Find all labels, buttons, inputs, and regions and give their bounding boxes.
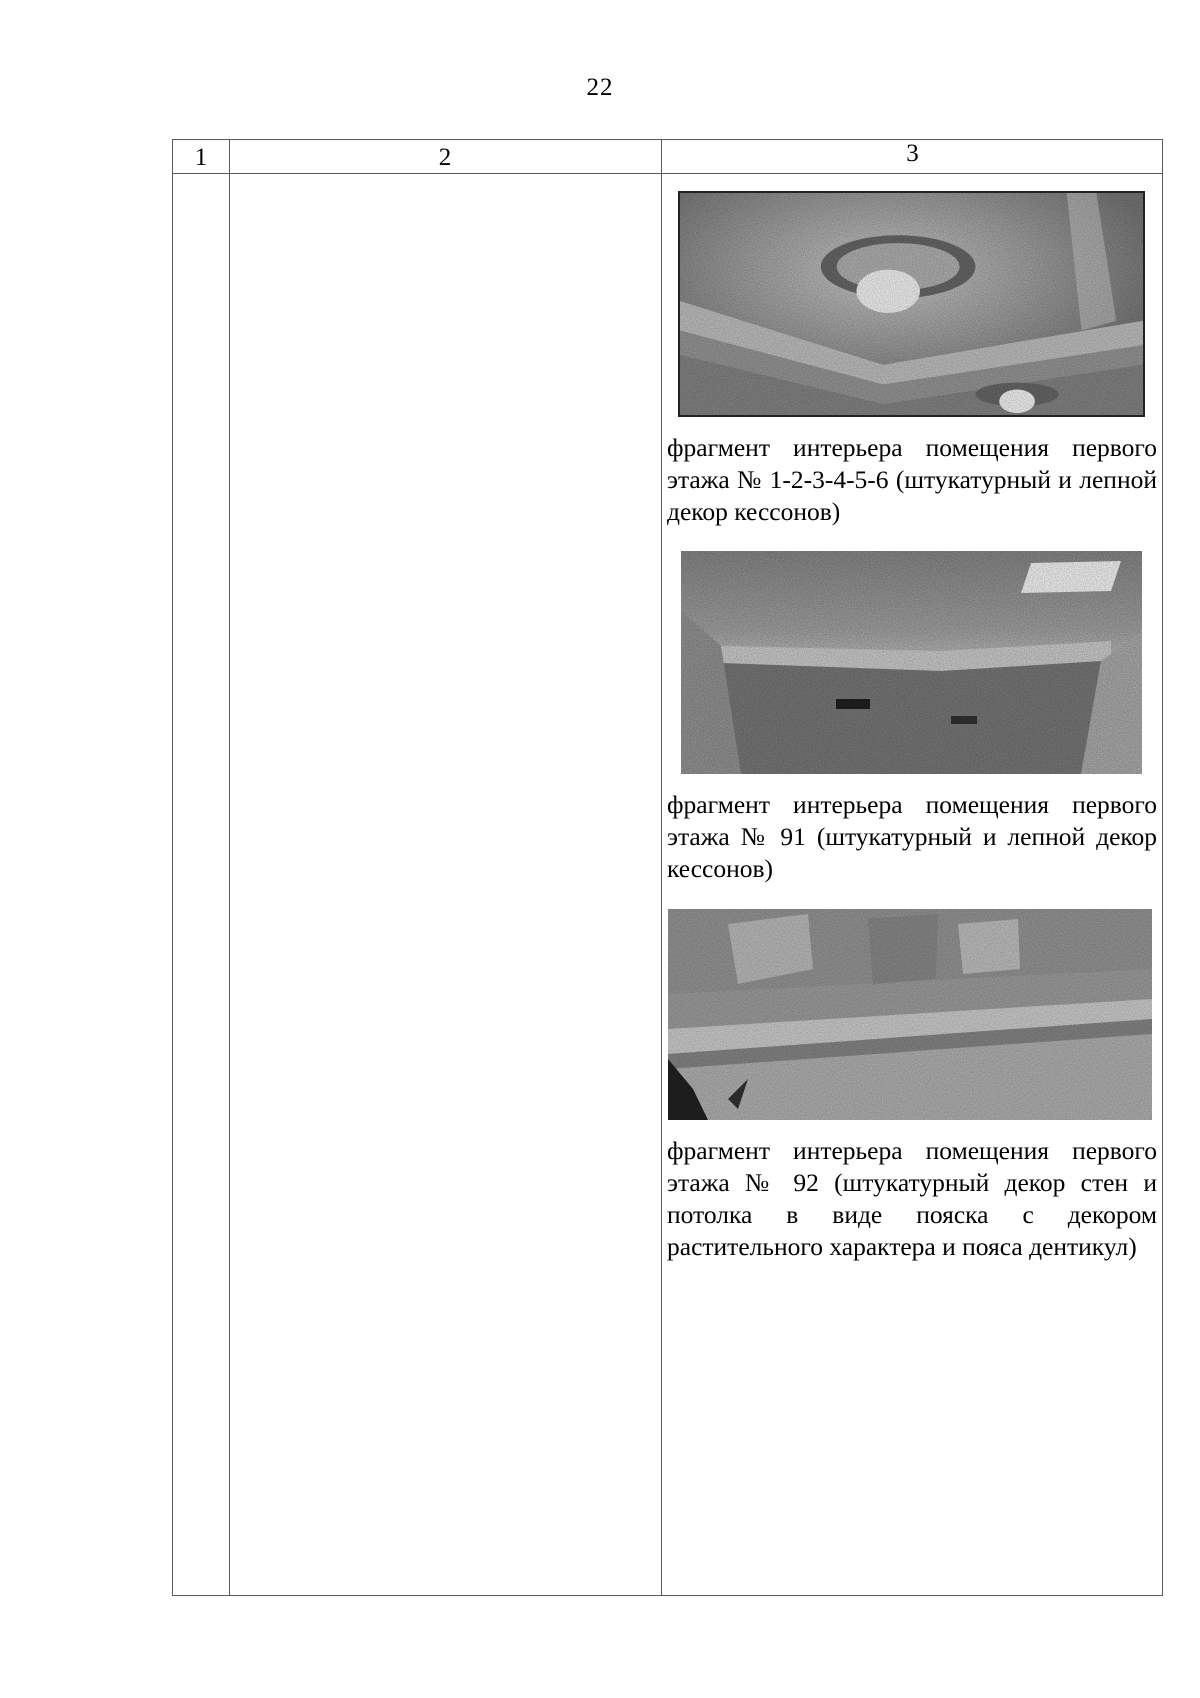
column-header-1: 1 xyxy=(194,144,208,171)
column-divider-1 xyxy=(229,140,230,1595)
interior-photo-3 xyxy=(668,909,1152,1120)
interior-photo-1 xyxy=(678,191,1145,417)
photo-caption-2: фрагмент интерьера помещения первого этажа № 91 (штукатурный и лепной декор кессонов) xyxy=(667,790,1157,883)
column-divider-2 xyxy=(661,140,662,1595)
column-header-3: 3 xyxy=(906,140,919,167)
ceiling-coffer-lamp-icon xyxy=(680,193,1143,415)
column-header-2: 2 xyxy=(438,144,452,171)
ceiling-cornice-icon xyxy=(668,909,1152,1120)
interior-photo-2 xyxy=(681,551,1142,774)
photo-caption-1: фрагмент интерьера помещения первого этажа № 1-2-3-4-5-6 (штукатурный и лепной декор кессонов) xyxy=(667,433,1157,526)
ceiling-beam-icon xyxy=(681,551,1142,774)
header-row-divider xyxy=(173,173,1162,174)
photo-caption-3: фрагмент интерьера помещения первого этажа № 92 (штукатурный декор стен и потолка в виде пояска с декором растительного характера и пояса дентикул) xyxy=(667,1136,1157,1261)
page-number: 22 xyxy=(586,74,614,101)
